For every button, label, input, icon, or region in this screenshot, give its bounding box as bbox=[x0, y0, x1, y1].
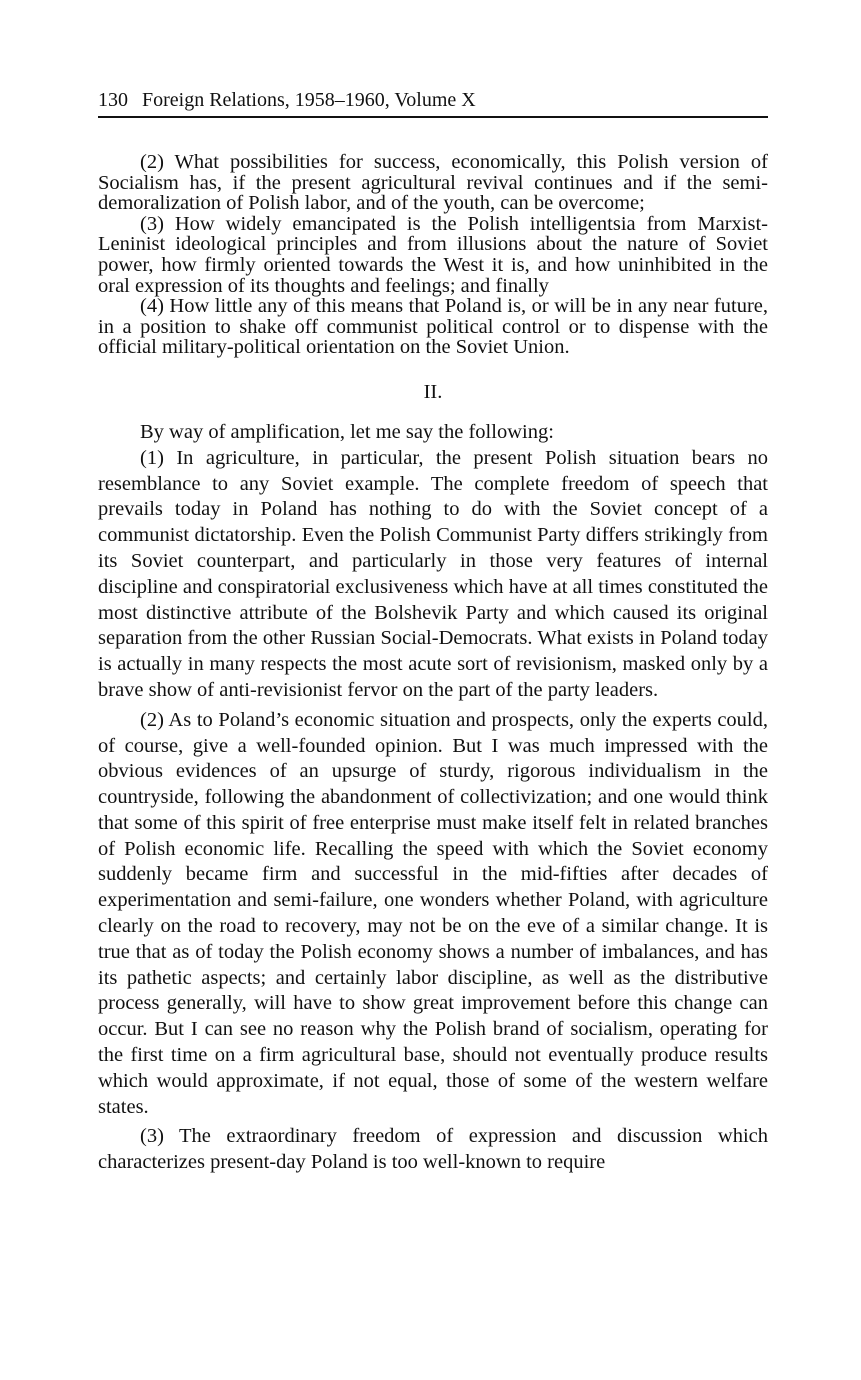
section-body bbox=[98, 420, 768, 1176]
body-paragraph: (3) The extraordinary freedom of expression and discussion which characterizes present-day Poland is too well-known to require bbox=[98, 1125, 768, 1174]
list-item: (4) How little any of this means that Poland is, or will be in any near future, in a position to shake off communist political control or to dispense with the official military-political orientation on the Soviet Union. bbox=[98, 295, 768, 359]
running-head bbox=[98, 88, 768, 118]
body-paragraph: (2) As to Poland’s economic situation and prospects, only the experts could, of course, give a well-founded opinion. But I was much impressed with the obvious evidences of an upsurge of sturdy, rigorous individualism in the countryside, following the abandonment of collectivization; and one would think that some of this spirit of free enterprise must make itself felt in related branches of Polish economic life. Recalling the speed with which the Soviet economy suddenly became firm and successful in the mid-fifties after decades of experimentation and semi-failure, one wonders whether Poland, with agriculture clearly on the road to recovery, may not be on the eve of a similar change. It is true that as of today the Polish economy shows a number of imbalances, and has its pathetic aspects; and certainly labor discipline, as well as the distributive process generally, will have to show great improvement before this change can occur. But I can see no reason why the Polish brand of socialism, operating for the first time on a firm agricultural base, should not eventually produce results which would approximate, if not equal, those of some of the western welfare states. bbox=[98, 708, 768, 1118]
intro-paragraph: By way of amplification, let me say the following: bbox=[140, 420, 554, 443]
volume-title: Foreign Relations, 1958–1960, Volume X bbox=[142, 89, 476, 111]
numbered-list-block bbox=[98, 152, 768, 358]
list-item: (3) How widely emancipated is the Polish intelligentsia from Marxist-Leninist ideological principles and from illusions about the nature of Soviet power, how firmly oriented towards the West it is, and how uninhibited in the oral expression of its thoughts and feelings; and finally bbox=[98, 212, 768, 297]
page-number: 130 bbox=[98, 89, 128, 111]
list-item: (2) What possibilities for success, economically, this Polish version of Socialism has, if the present agricultural revival continues and if the semi-demoralization of Polish labor, and of the youth, can be overcome; bbox=[98, 151, 768, 215]
document-page bbox=[98, 88, 768, 1176]
body-paragraph: (1) In agriculture, in particular, the present Polish situation bears no resemblance to any Soviet example. The complete freedom of speech that prevails today in Poland has nothing to do with the Soviet concept of a communist dictatorship. Even the Polish Communist Party differs strikingly from its Soviet counterpart, and particularly in those very features of internal discipline and conspiratorial exclusiveness which have at all times constituted the most distinctive attribute of the Bolshevik Party and which caused its original separation from the other Russian Social-Democrats. What exists in Poland today is actually in many respects the most acute sort of revisionism, masked only by a brave show of anti-revisionist fervor on the part of the party leaders. bbox=[98, 446, 768, 701]
section-heading: II. bbox=[423, 380, 443, 403]
